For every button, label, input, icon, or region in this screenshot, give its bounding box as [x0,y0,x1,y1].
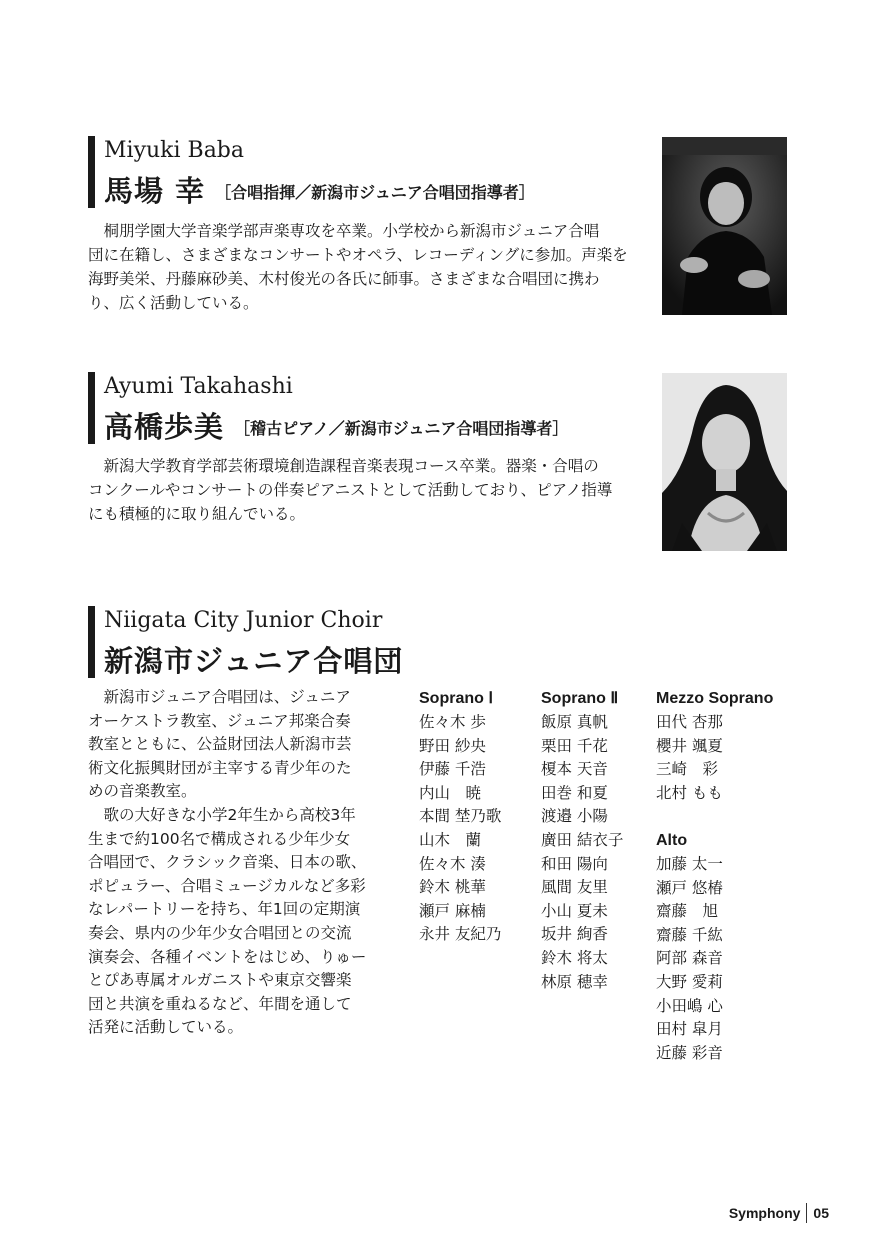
desc-line: 合唱団で、クラシック音楽、日本の歌、 [88,853,367,872]
member-name: 鈴木 桃華 [419,878,486,897]
bio-line: 新潟大学教育学部芸術環境創造課程音楽表現コース卒業。器楽・合唱の [88,457,599,475]
desc-line: 演奏会、各種イベントをはじめ、りゅー [88,947,367,966]
desc-line: 術文化振興財団が主宰する青少年のた [88,758,352,777]
part-label: Soprano Ⅰ [419,690,494,707]
member-name: 坂井 絢香 [541,925,608,944]
member-name: 林原 穂幸 [541,972,608,991]
bio-line: 団に在籍し、さまざまなコンサートやオペラ、レコーディングに参加。声楽を [88,246,628,264]
member-name: 内山 暁 [419,783,482,802]
member-name: 齋藤 千紘 [656,925,723,944]
member-name: 齋藤 旭 [656,902,719,921]
heading-bar [88,606,95,678]
member-name: 栗田 千花 [541,736,608,755]
profile-bio [88,219,628,315]
desc-line: 新潟市ジュニア合唱団は、ジュニア [88,688,351,706]
member-name: 田代 杏那 [656,713,723,731]
member-name: 永井 友紀乃 [419,925,502,944]
heading-bar [88,372,95,444]
member-name: 山木 蘭 [419,830,482,849]
member-name: 小山 夏未 [541,901,608,920]
profile-bio [88,454,612,526]
desc-line: めの音楽教室。 [88,782,197,801]
member-name: 小田嶋 心 [656,996,723,1015]
member-name: 和田 陽向 [541,854,608,873]
page-footer [729,1203,829,1223]
member-name: 大野 愛莉 [656,972,723,991]
member-name: 廣田 結衣子 [541,830,624,849]
part-alto [656,829,723,1065]
desc-line: オーケストラ教室、ジュニア邦楽合奏 [88,711,351,730]
profile-jp-name-text: 馬場 幸 [104,174,206,208]
member-name: 飯原 真帆 [541,713,608,731]
member-name: 田巻 和夏 [541,783,608,802]
profile-jp-name-text: 高橋歩美 [104,410,225,444]
member-name: 田村 皐月 [656,1020,723,1039]
heading-bar [88,136,95,208]
desc-line: 歌の大好きな小学2年生から高校3年 [88,805,356,824]
profile-jp-name [104,405,568,446]
desc-line: ポピュラー、合唱ミュージカルなど多彩 [88,876,366,895]
portrait-photo-miyuki-baba [662,137,787,315]
profile-jp-name [104,169,535,210]
member-list [656,711,773,805]
part-soprano-1 [419,687,501,947]
choir-heading [88,606,788,682]
bio-line: にも積極的に取り組んでいる。 [88,505,306,523]
bio-line: コンクールやコンサートの伴奏ピアニストとして活動しており、ピアノ指導 [88,481,613,499]
profile-role: ［稽古ピアノ／新潟市ジュニア合唱団指導者］ [234,419,569,438]
member-name: 佐々木 歩 [419,713,486,731]
member-name: 瀬戸 麻楠 [419,901,486,920]
choir-jp-name: 新潟市ジュニア合唱団 [104,644,404,678]
member-name: 榎本 天音 [541,760,608,779]
desc-line: 団と共演を重ねるなど、年間を通して [88,994,352,1013]
profile-en-name: Ayumi Takahashi [104,374,293,399]
portrait-image [662,137,787,315]
desc-line: 教室とともに、公益財団法人新潟市芸 [88,735,352,754]
profile-role: ［合唱指揮／新潟市ジュニア合唱団指導者］ [215,183,535,202]
member-name: 伊藤 千浩 [419,760,486,779]
member-name: 風間 友里 [541,878,608,897]
bio-line: 海野美栄、丹藤麻砂美、木村俊光の各氏に師事。さまざまな合唱団に携わ [88,270,600,288]
desc-line: とぴあ専属オルガニストや東京交響楽 [88,971,352,990]
member-name: 阿部 森音 [656,949,723,968]
part-soprano-2 [541,687,623,994]
member-name: 北村 もも [656,783,723,802]
member-name: 渡邉 小陽 [541,807,608,826]
choir-en-name: Niigata City Junior Choir [104,608,383,633]
footer-label: Symphony [728,1205,801,1221]
member-name: 佐々木 湊 [419,854,486,873]
desc-line: 奏会、県内の少年少女合唱団との交流 [88,923,352,942]
member-name: 近藤 彩音 [656,1043,723,1062]
member-name: 本間 埜乃歌 [419,807,502,826]
part-label: Mezzo Soprano [656,690,774,707]
bio-line: り、広く活動している。 [88,294,259,312]
footer-divider [806,1203,807,1223]
desc-line: 活発に活動している。 [88,1018,244,1037]
portrait-image [662,373,787,551]
part-label: Alto [656,832,688,849]
member-name: 加藤 太一 [656,855,723,873]
member-name: 三崎 彩 [656,760,719,779]
part-mezzo-soprano [656,687,773,805]
desc-line: 生まで約100名で構成される少年少女 [88,829,351,848]
member-name: 瀬戸 悠椿 [656,878,723,897]
member-name: 櫻井 颯夏 [656,736,723,755]
portrait-photo-ayumi-takahashi [662,373,787,551]
desc-line: なレパートリーを持ち、年1回の定期演 [88,900,361,919]
part-label: Soprano Ⅱ [541,690,619,707]
choir-description [88,686,366,1040]
member-name: 野田 紗央 [419,736,486,755]
member-list [419,711,501,947]
member-name: 鈴木 将太 [541,948,608,967]
profile-en-name: Miyuki Baba [104,138,245,163]
page-number: 05 [813,1205,829,1221]
member-list [541,711,623,994]
bio-line: 桐朋学園大学音楽学部声楽専攻を卒業。小学校から新潟市ジュニア合唱 [88,222,600,240]
member-list [656,853,723,1065]
